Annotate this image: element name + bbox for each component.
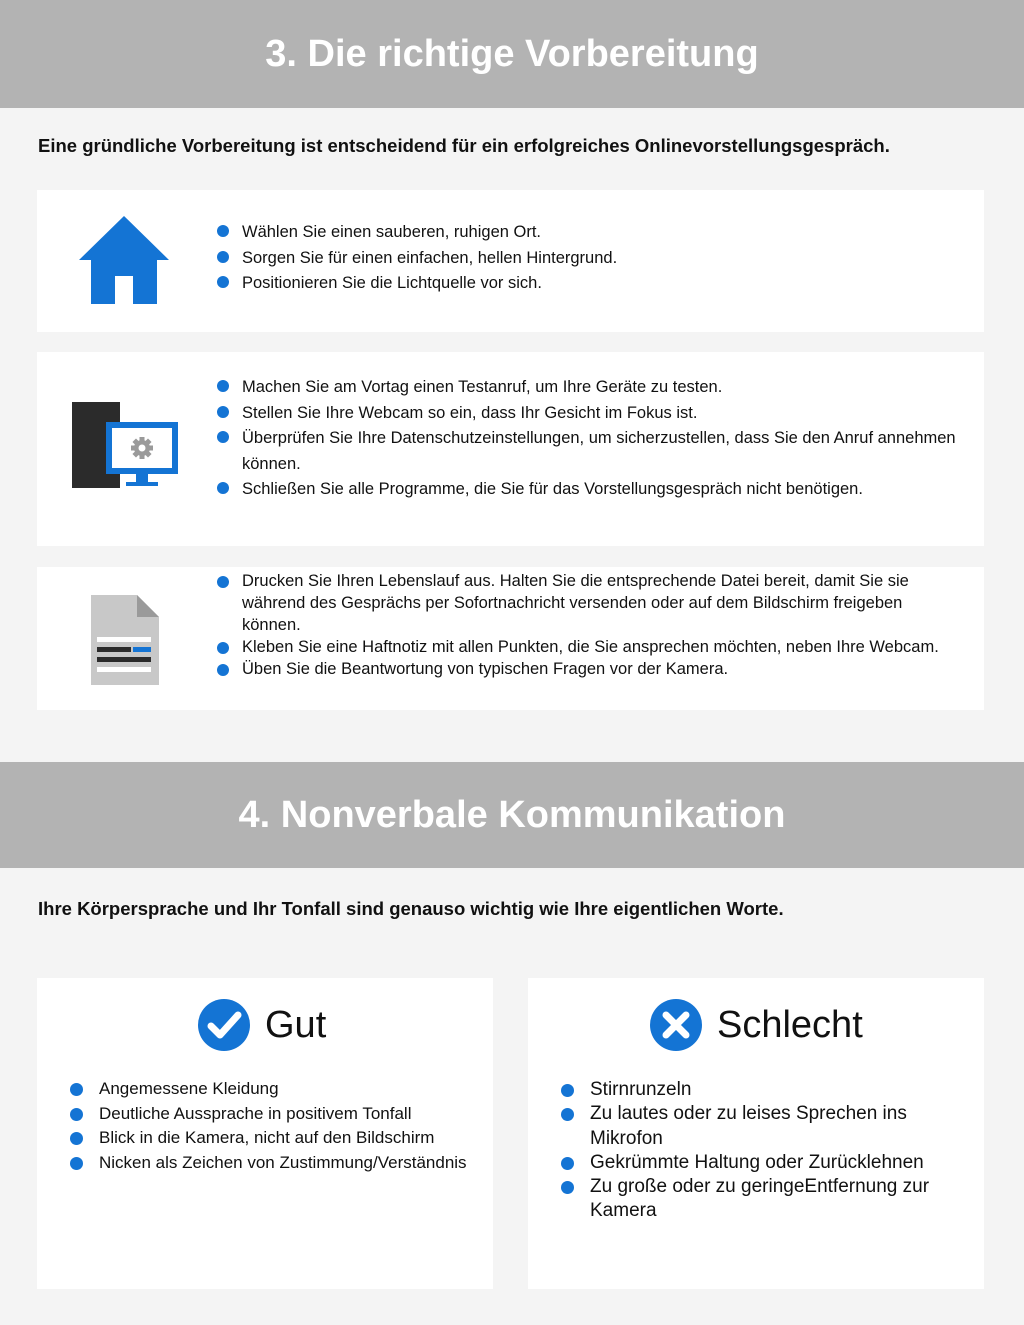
section3-title: 3. Die richtige Vorbereitung <box>265 33 759 75</box>
bad-title: Schlecht <box>717 1003 863 1046</box>
list-item: Machen Sie am Vortag einen Testanruf, um Ihre Geräte zu testen. <box>217 375 962 401</box>
good-title: Gut <box>265 1003 327 1046</box>
list-item: Sorgen Sie für einen einfachen, hellen Hintergrund. <box>217 246 962 272</box>
list-item: Gekrümmte Haltung oder Zurücklehnen <box>561 1151 971 1175</box>
document-icon <box>89 593 161 687</box>
list-item: Kleben Sie eine Haftnotiz mit allen Punkten, die Sie ansprechen möchten, neben Ihre Webcam. <box>217 636 962 658</box>
section4-title: 4. Nonverbale Kommunikation <box>238 794 786 836</box>
good-heading <box>197 998 326 1052</box>
list-item: Positionieren Sie die Lichtquelle vor sich. <box>217 271 962 297</box>
tips-card-technology <box>37 352 984 546</box>
section4-intro: Ihre Körpersprache und Ihr Tonfall sind genauso wichtig wie Ihre eigentlichen Worte. <box>38 898 784 919</box>
good-panel <box>37 978 493 1289</box>
list-item: Deutliche Aussprache in positivem Tonfall <box>70 1102 480 1127</box>
list-item: Wählen Sie einen sauberen, ruhigen Ort. <box>217 220 962 246</box>
tips-card-documents <box>37 567 984 710</box>
list-item: Blick in die Kamera, nicht auf den Bildschirm <box>70 1126 480 1151</box>
bad-heading <box>649 998 863 1052</box>
section4-header <box>0 762 1024 868</box>
list-item: Schließen Sie alle Programme, die Sie für das Vorstellungsgespräch nicht benötigen. <box>217 477 962 503</box>
list-item: Nicken als Zeichen von Zustimmung/Verständnis <box>70 1151 480 1176</box>
list-item: Zu große oder zu geringeEntfernung zur Kamera <box>561 1175 971 1224</box>
list-item: Stirnrunzeln <box>561 1078 971 1102</box>
section3-header <box>0 0 1024 108</box>
list-item: Drucken Sie Ihren Lebenslauf aus. Halten Sie die entsprechende Datei bereit, damit Sie sie während des Gesprächs per Sofortnachricht versenden oder auf dem Bildschirm freigeben können. <box>217 570 962 636</box>
bad-panel <box>528 978 984 1289</box>
checkmark-circle-icon <box>197 998 251 1052</box>
list-item: Angemessene Kleidung <box>70 1077 480 1102</box>
list-item: Stellen Sie Ihre Webcam so ein, dass Ihr Gesicht im Fokus ist. <box>217 401 962 427</box>
tips-list-location <box>217 220 962 297</box>
house-icon <box>77 214 171 306</box>
section3-intro: Eine gründliche Vorbereitung ist entscheidend für ein erfolgreiches Onlinevorstellungsgespräch. <box>38 135 890 156</box>
tips-list-documents <box>217 570 962 680</box>
list-item: Üben Sie die Beantwortung von typischen Fragen vor der Kamera. <box>217 658 962 680</box>
list-item: Überprüfen Sie Ihre Datenschutzeinstellungen, um sicherzustellen, dass Sie den Anruf annehmen können. <box>217 426 962 477</box>
computer-settings-icon <box>70 400 180 490</box>
list-item: Zu lautes oder zu leises Sprechen ins Mikrofon <box>561 1102 971 1151</box>
cross-circle-icon <box>649 998 703 1052</box>
bad-list <box>561 1078 971 1224</box>
tips-list-technology <box>217 375 962 503</box>
tips-card-location <box>37 190 984 332</box>
good-list <box>70 1077 480 1175</box>
